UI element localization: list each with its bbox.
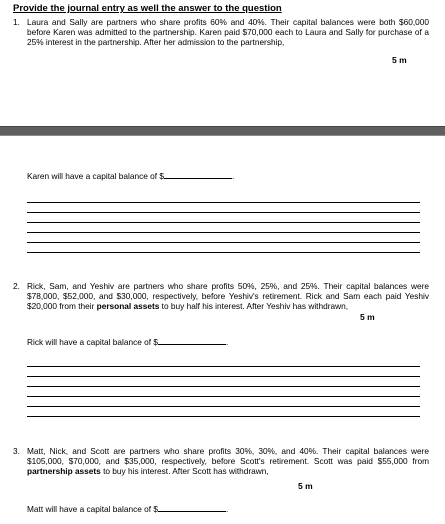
writing-line[interactable] [27, 232, 420, 233]
question-3-answer-line [27, 503, 228, 514]
answer-suffix: . [225, 337, 229, 347]
question-number: 2. [13, 281, 20, 291]
answer-suffix: . [225, 504, 229, 514]
question-text: Rick, Sam, and Yeshiv are partners who share profits 50%, 25%, and 25%. Their capital balances were $78,000, $52,000, and $30,000, respectively, before Yeshiv's retirement. Rick and Sam each paid Yeshiv $20,000 from their personal assets to buy half his interest. After Yeshiv has withdrawn, [27, 281, 429, 311]
writing-line[interactable] [27, 366, 420, 367]
answer-prefix: Rick will have a capital balance of $ [27, 337, 158, 347]
question-text: Laura and Sally are partners who share profits 60% and 40%. Their capital balances were both $60,000 before Karen was admitted to the partnership. Karen paid $70,000 each to Laura and Sally for purchase of a 25% interest in the partnership. After her admission to the partnership, [27, 17, 429, 47]
writing-line[interactable] [27, 252, 420, 253]
writing-line[interactable] [27, 222, 420, 223]
writing-line[interactable] [27, 406, 420, 407]
writing-line[interactable] [27, 202, 420, 203]
emphasis-text: partnership assets [27, 466, 101, 476]
question-1-answer-line [27, 170, 234, 181]
answer-prefix: Matt will have a capital balance of $ [27, 504, 158, 514]
page-divider [0, 126, 445, 136]
writing-line[interactable] [27, 396, 420, 397]
question-1 [13, 17, 429, 47]
question-2-answer-line [27, 336, 228, 347]
question-number: 3. [13, 446, 20, 456]
answer-blank[interactable] [164, 170, 235, 181]
emphasis-text: personal assets [96, 301, 160, 311]
question-2-marks: 5 m [360, 312, 375, 322]
question-3-marks: 5 m [298, 481, 313, 491]
question-3 [13, 446, 429, 476]
answer-blank[interactable] [158, 336, 229, 347]
writing-line[interactable] [27, 212, 420, 213]
question-1-marks: 5 m [392, 55, 407, 65]
writing-line[interactable] [27, 416, 420, 417]
answer-suffix: . [231, 171, 235, 181]
writing-line[interactable] [27, 242, 420, 243]
answer-prefix: Karen will have a capital balance of $ [27, 171, 164, 181]
writing-line[interactable] [27, 376, 420, 377]
question-number: 1. [13, 17, 20, 27]
question-text: Matt, Nick, and Scott are partners who share profits 30%, 30%, and 40%. Their capital balances were $105,000, $70,000, and $35,000, respectively, before Scott's retirement. Scott was paid $55,000 from partnership assets to buy his interest. After Scott has withdrawn, [27, 446, 429, 476]
writing-line[interactable] [27, 386, 420, 387]
answer-blank[interactable] [158, 503, 229, 514]
worksheet-heading: Provide the journal entry as well the answer to the question [13, 3, 282, 14]
question-2 [13, 281, 429, 311]
